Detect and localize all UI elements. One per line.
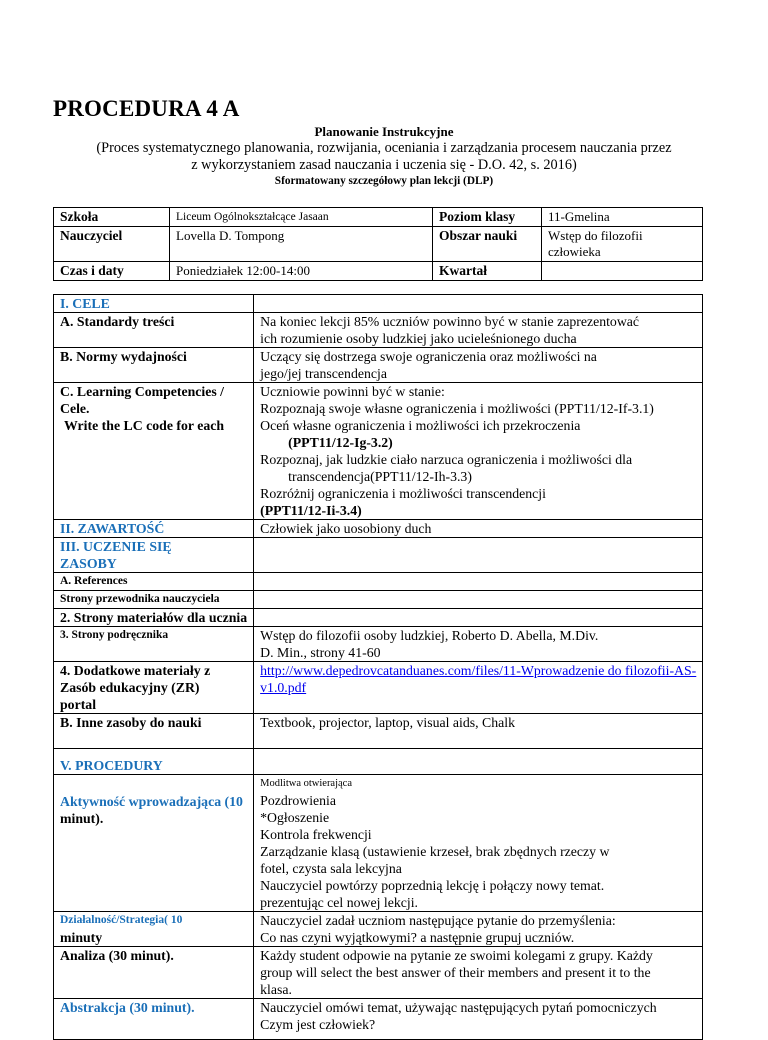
intro-line-6: fotel, czysta sala lekcyjna bbox=[260, 861, 402, 876]
table-row bbox=[54, 912, 703, 947]
lesson-plan-table bbox=[53, 294, 703, 1040]
abstraction-label: Abstrakcja (30 minut). bbox=[54, 999, 254, 1040]
header-info-table bbox=[53, 207, 703, 281]
table-row bbox=[54, 947, 703, 999]
table-row bbox=[54, 591, 703, 609]
table-row bbox=[54, 383, 703, 520]
area-label: Obszar nauki bbox=[433, 227, 542, 262]
abstraction-line-1: Nauczyciel omówi temat, używając następujących pytań pomocniczych bbox=[260, 1000, 657, 1015]
intro-line-2: Pozdrowienia bbox=[260, 793, 337, 808]
intro-activity-value bbox=[254, 775, 703, 912]
references-label: A. References bbox=[54, 573, 254, 591]
intro-line-8: prezentując cel nowej lekcji. bbox=[260, 895, 418, 910]
resource-link[interactable]: http://www.depedrovcatanduanes.com/files/11-Wprowadzenie do filozofii-AS- bbox=[260, 663, 697, 678]
grade-label: Poziom klasy bbox=[433, 208, 542, 227]
cell-empty bbox=[254, 749, 703, 775]
lc-line-7: Rozróżnij ograniczenia i możliwości transcendencji bbox=[260, 486, 546, 501]
teacher-value: Lovella D. Tompong bbox=[170, 227, 433, 262]
analysis-value bbox=[254, 947, 703, 999]
textbook-line-1: Wstęp do filozofii osoby ludzkiej, Roberto D. Abella, M.Div. bbox=[260, 628, 599, 643]
strategy-line-2: Co nas czyni wyjątkowymi? a następnie grupuj uczniów. bbox=[260, 930, 575, 945]
extra-label-line-2: Zasób edukacyjny (ZR) bbox=[60, 680, 200, 695]
quarter-label: Kwartał bbox=[433, 262, 542, 281]
table-row bbox=[54, 208, 703, 227]
lc-value bbox=[254, 383, 703, 520]
abstraction-value bbox=[254, 999, 703, 1040]
school-value: Liceum Ogólnokształcące Jasaan bbox=[170, 208, 433, 227]
description-line-1: (Proces systematycznego planowania, rozwijania, oceniania i zarządzania procesem nauczania przez bbox=[96, 140, 672, 156]
analysis-line-3: klasa. bbox=[260, 982, 292, 997]
teacher-pages-label: Strony przewodnika nauczyciela bbox=[54, 591, 254, 609]
lc-label-line-1: C. Learning Competencies / bbox=[60, 384, 225, 399]
format-label: Sformatowany szczegółowy plan lekcji (DLP) bbox=[274, 175, 494, 187]
resources-label-line-1: III. UCZENIE SIĘ bbox=[60, 539, 172, 554]
area-value bbox=[542, 227, 703, 262]
grade-value: 11-Gmelina bbox=[542, 208, 703, 227]
strategy-value bbox=[254, 912, 703, 947]
analysis-label: Analiza (30 minut). bbox=[54, 947, 254, 999]
student-pages-label: 2. Strony materiałów dla ucznia bbox=[54, 609, 254, 627]
table-row bbox=[54, 714, 703, 749]
table-row bbox=[54, 227, 703, 262]
lc-line-5: Rozpoznaj, jak ludzkie ciało narzuca ograniczenia i możliwości dla bbox=[260, 452, 633, 467]
extra-materials-label bbox=[54, 662, 254, 714]
content-label: II. ZAWARTOŚĆ bbox=[54, 520, 254, 538]
other-resources-label: B. Inne zasoby do nauki bbox=[54, 714, 254, 749]
table-row bbox=[54, 775, 703, 912]
area-value-line-1: Wstęp do filozofii bbox=[548, 228, 643, 243]
norms-line-1: Uczący się dostrzega swoje ograniczenia oraz możliwości na bbox=[260, 349, 597, 364]
textbook-label: 3. Strony podręcznika bbox=[54, 627, 254, 662]
intro-label-line-2: minut). bbox=[60, 811, 104, 826]
lc-line-8: (PPT11/12-Ii-3.4) bbox=[260, 503, 362, 518]
strategy-label bbox=[54, 912, 254, 947]
intro-activity-label bbox=[54, 775, 254, 912]
quarter-value bbox=[542, 262, 703, 281]
table-row bbox=[54, 313, 703, 348]
norms-line-2: jego/jej transcendencja bbox=[260, 366, 387, 381]
lc-label-line-3: Write the LC code for each bbox=[64, 418, 225, 433]
analysis-line-1: Każdy student odpowie na pytanie ze swoimi kolegami z grupy. Każdy bbox=[260, 948, 653, 963]
table-row bbox=[54, 262, 703, 281]
intro-line-7: Nauczyciel powtórzy poprzednią lekcję i połączy nowy temat. bbox=[260, 878, 605, 893]
standards-label: A. Standardy treści bbox=[54, 313, 254, 348]
textbook-line-2: D. Min., strony 41-60 bbox=[260, 645, 381, 660]
extra-label-line-3: portal bbox=[60, 697, 97, 712]
school-label: Szkoła bbox=[54, 208, 170, 227]
area-value-line-2: człowieka bbox=[548, 244, 601, 259]
spacer bbox=[260, 1033, 696, 1039]
teacher-label: Nauczyciel bbox=[54, 227, 170, 262]
intro-line-3: *Ogłoszenie bbox=[260, 810, 330, 825]
extra-materials-value bbox=[254, 662, 703, 714]
intro-line-4: Kontrola frekwencji bbox=[260, 827, 372, 842]
strategy-label-line-1: Działalność/Strategia( 10 bbox=[60, 914, 183, 926]
norms-label: B. Normy wydajności bbox=[54, 348, 254, 383]
cell-empty bbox=[254, 538, 703, 573]
intro-line-5: Zarządzanie klasą (ustawienie krzeseł, brak zbędnych rzeczy w bbox=[260, 844, 610, 859]
table-row bbox=[54, 520, 703, 538]
document-description bbox=[0, 140, 768, 174]
lc-line-1: Uczniowie powinni być w stanie: bbox=[260, 384, 445, 399]
textbook-value bbox=[254, 627, 703, 662]
table-row bbox=[54, 573, 703, 591]
resources-label-line-2: ZASOBY bbox=[60, 556, 117, 571]
lc-label bbox=[54, 383, 254, 520]
norms-value bbox=[254, 348, 703, 383]
cell-empty bbox=[254, 591, 703, 609]
table-row bbox=[54, 348, 703, 383]
table-row bbox=[54, 662, 703, 714]
lc-line-4: (PPT11/12-Ig-3.2) bbox=[288, 435, 393, 450]
standards-value bbox=[254, 313, 703, 348]
resource-link-continued[interactable]: v1.0.pdf bbox=[260, 680, 307, 695]
description-line-2: z wykorzystaniem zasad nauczania i uczenia się - D.O. 42, s. 2016) bbox=[191, 157, 577, 173]
document-title: PROCEDURA 4 A bbox=[53, 96, 240, 121]
time-label: Czas i daty bbox=[54, 262, 170, 281]
other-resources-value: Textbook, projector, laptop, visual aids, Chalk bbox=[254, 714, 703, 749]
intro-label-line-1: Aktywność wprowadzająca (10 bbox=[60, 794, 243, 809]
lc-line-2: Rozpoznają swoje własne ograniczenia i możliwości (PPT11/12-If-3.1) bbox=[260, 401, 654, 416]
lc-line-3: Oceń własne ograniczenia i możliwości ich przekroczenia bbox=[260, 418, 581, 433]
resources-label bbox=[54, 538, 254, 573]
table-row bbox=[54, 749, 703, 775]
table-row bbox=[54, 627, 703, 662]
table-row bbox=[54, 295, 703, 313]
table-row bbox=[54, 609, 703, 627]
table-row bbox=[54, 999, 703, 1040]
cell-empty bbox=[254, 573, 703, 591]
strategy-line-1: Nauczyciel zadał uczniom następujące pytanie do przemyślenia: bbox=[260, 913, 616, 928]
standards-line-1: Na koniec lekcji 85% uczniów powinno być w stanie zaprezentować bbox=[260, 314, 640, 329]
section-cele: I. CELE bbox=[54, 295, 254, 313]
procedures-label: V. PROCEDURY bbox=[54, 749, 254, 775]
intro-line-1: Modlitwa otwierająca bbox=[260, 778, 352, 789]
content-value: Człowiek jako uosobiony duch bbox=[254, 520, 703, 538]
document-subtitle: Planowanie Instrukcyjne bbox=[314, 124, 454, 139]
standards-line-2: ich rozumienie osoby ludzkiej jako ucieleśnionego ducha bbox=[260, 331, 577, 346]
cell-empty bbox=[254, 609, 703, 627]
table-row bbox=[54, 538, 703, 573]
lc-label-line-2: Cele. bbox=[60, 401, 90, 416]
analysis-line-2: group will select the best answer of their members and present it to the bbox=[260, 965, 651, 980]
time-value: Poniedziałek 12:00-14:00 bbox=[170, 262, 433, 281]
extra-label-line-1: 4. Dodatkowe materiały z bbox=[60, 663, 211, 678]
abstraction-line-2: Czym jest człowiek? bbox=[260, 1017, 376, 1032]
lc-line-6: transcendencja(PPT11/12-Ih-3.3) bbox=[288, 469, 472, 484]
cell-empty bbox=[254, 295, 703, 313]
strategy-label-line-2: minuty bbox=[60, 930, 103, 945]
